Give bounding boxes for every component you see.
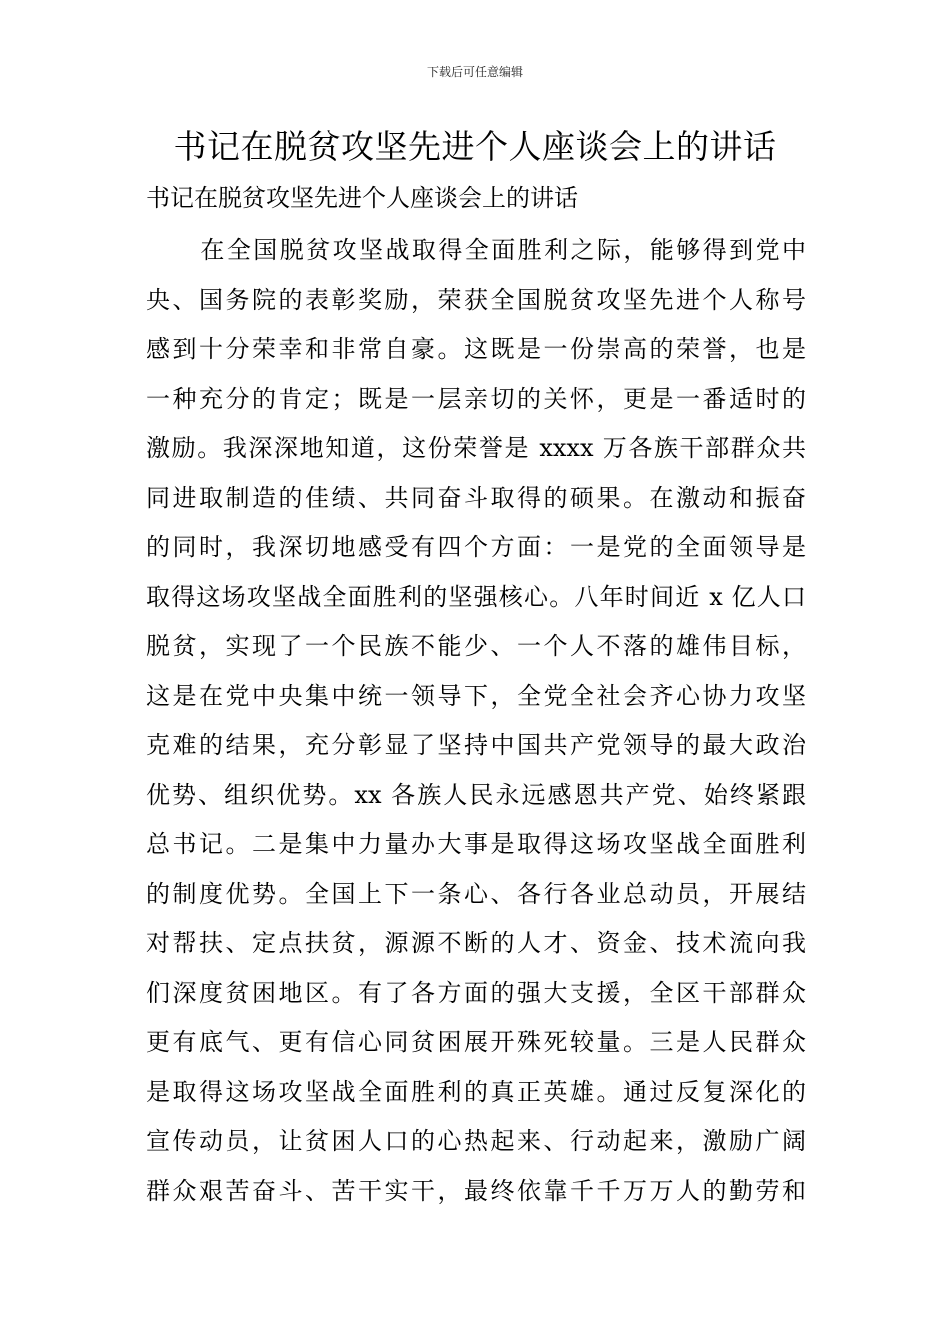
- body-line: 是取得这场攻坚战全面胜利的真正英雄。通过反复深化的: [146, 1077, 806, 1106]
- body-line: 克难的结果，充分彰显了坚持中国共产党领导的最大政治: [146, 731, 806, 759]
- body-text: [146, 226, 806, 1216]
- document-subtitle: 书记在脱贫攻坚先进个人座谈会上的讲话: [146, 184, 578, 212]
- body-line: 对帮扶、定点扶贫，源源不断的人才、资金、技术流向我: [146, 929, 806, 957]
- body-line: 群众艰苦奋斗、苦干实干，最终依靠千千万万人的勤劳和: [146, 1176, 806, 1205]
- body-line: 这是在党中央集中统一领导下，全党全社会齐心协力攻坚: [146, 681, 806, 710]
- body-line: 脱贫，实现了一个民族不能少、一个人不落的雄伟目标，: [146, 632, 806, 660]
- document-title: 书记在脱贫攻坚先进个人座谈会上的讲话: [173, 127, 777, 166]
- body-line: 宣传动员，让贫困人口的心热起来、行动起来，激励广阔: [146, 1127, 806, 1155]
- body-line: 的同时，我深切地感受有四个方面：一是党的全面领导是: [146, 533, 806, 561]
- body-line: 优势、组织优势。xx 各族人民永远感恩共产党、始终紧跟: [146, 780, 806, 809]
- body-line-text: 在全国脱贫攻坚战取得全面胜利之际，能够得到党中: [198, 236, 806, 264]
- body-line: 总书记。二是集中力量办大事是取得这场攻坚战全面胜利: [146, 830, 806, 858]
- body-line: 的制度优势。全国上下一条心、各行各业总动员，开展结: [146, 879, 806, 908]
- body-line: 取得这场攻坚战全面胜利的坚强核心。八年时间近 x 亿人口: [146, 582, 806, 611]
- body-line: 们深度贫困地区。有了各方面的强大支援，全区干部群众: [146, 978, 806, 1007]
- body-line: 一种充分的肯定；既是一层亲切的关怀，更是一番适时的: [146, 384, 806, 413]
- body-line: 更有底气、更有信心同贫困展开殊死较量。三是人民群众: [146, 1028, 806, 1056]
- body-line: 感到十分荣幸和非常自豪。这既是一份崇高的荣誉，也是: [146, 335, 806, 363]
- body-line: [146, 226, 806, 276]
- body-line: 央、国务院的表彰奖励，荣获全国脱贫攻坚先进个人称号: [146, 285, 806, 314]
- header-note: 下载后可任意编辑: [426, 65, 523, 79]
- body-line: 激励。我深深地知道，这份荣誉是 xxxx 万各族干部群众共: [146, 434, 806, 462]
- body-line: 同进取制造的佳绩、共同奋斗取得的硕果。在激动和振奋: [146, 483, 806, 512]
